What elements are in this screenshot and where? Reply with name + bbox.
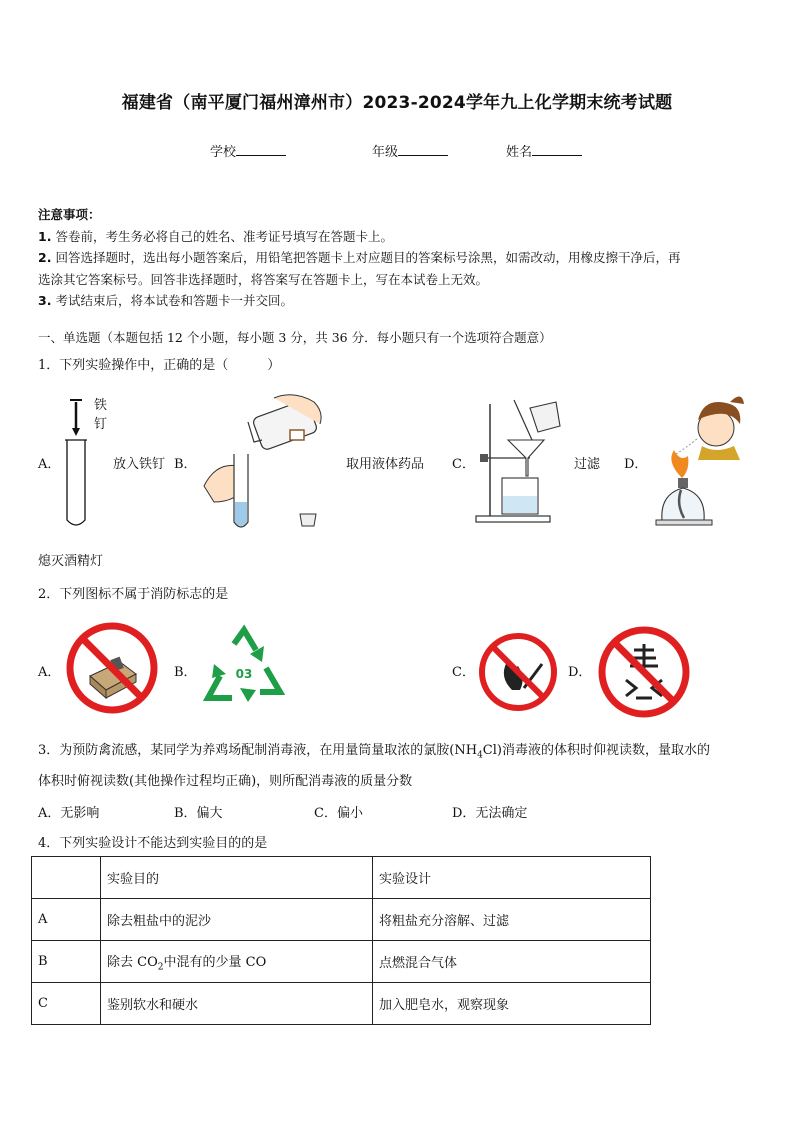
q2-option-d-letter: D． xyxy=(568,665,592,680)
nail-label: 铁 钉 xyxy=(94,398,108,432)
table-header-cell xyxy=(32,857,101,899)
table-row xyxy=(32,983,651,1025)
notice-section xyxy=(38,204,760,312)
table-row-design: 加入肥皂水，观察现象 xyxy=(373,983,651,1025)
q1-option-d-text: 熄灭酒精灯 xyxy=(38,554,104,569)
table-row xyxy=(32,899,651,941)
table-row-goal: 除去粗盐中的泥沙 xyxy=(101,899,373,941)
recycle-number-label: 03 xyxy=(235,667,253,681)
q3-stem-line2: 体积时俯视读数(其他操作过程均正确)，则所配消毒液的质量分数 xyxy=(38,774,413,789)
q2-option-a-letter: A． xyxy=(38,665,61,680)
table-row-label: A xyxy=(32,899,101,941)
q3-option-d: D．无法确定 xyxy=(452,806,528,821)
q2-stem: 2．下列图标不属于消防标志的是 xyxy=(38,587,229,602)
table-header-cell: 实验目的 xyxy=(101,857,373,899)
q3-option-b: B．偏大 xyxy=(174,806,223,821)
table-row-design: 将粗盐充分溶解、过滤 xyxy=(373,899,651,941)
q1-option-c-letter: C． xyxy=(452,457,475,472)
pour-liquid-figure xyxy=(196,390,336,538)
q1-option-a-text: 放入铁钉 xyxy=(113,457,166,472)
table-row xyxy=(32,941,651,983)
q2-option-c-letter: C． xyxy=(452,665,475,680)
notice-item-2-cont: 选涂其它答案标号。回答非选择题时，将答案写在答题卡上，写在本试卷上无效。 xyxy=(38,271,489,287)
q1-option-c-text: 过滤 xyxy=(574,457,601,472)
table-row-design: 点燃混合气体 xyxy=(373,941,651,983)
q4-table xyxy=(31,856,651,1025)
q3-option-a: A．无影响 xyxy=(38,806,100,821)
nail-test-tube-figure xyxy=(58,394,118,532)
alcohol-lamp-figure xyxy=(646,390,746,528)
table-row-goal: 鉴别软水和硬水 xyxy=(101,983,373,1025)
name-field: 姓名 xyxy=(506,141,582,160)
table-header-row xyxy=(32,857,651,899)
q3-stem-line1: 3．为预防禽流感，某同学为养鸡场配制消毒液，在用量筒量取浓的氯胺$(NH_4Cl)$消毒液的体积时仰视读数，量取水的 xyxy=(38,743,710,761)
recycle-sign-icon xyxy=(200,624,288,708)
q1-stem: 1．下列实验操作中，正确的是（ ） xyxy=(38,358,281,373)
notice-item-1: 1. 答卷前，考生务必将自己的姓名、准考证号填写在答题卡上。 xyxy=(38,228,393,244)
no-fireworks-sign-icon xyxy=(596,624,692,720)
q1-option-d-letter: D． xyxy=(624,457,648,472)
q1-option-b-text: 取用液体药品 xyxy=(346,457,425,472)
filtration-figure xyxy=(472,396,572,526)
table-row-goal: 除去 $CO_2$中混有的少量 CO xyxy=(101,941,373,983)
q1-option-a-letter: A． xyxy=(38,457,61,472)
page-title: 福建省（南平厦门福州漳州市）2023-2024学年九上化学期末统考试题 xyxy=(121,93,673,113)
no-open-flame-sign-icon xyxy=(476,630,560,714)
grade-field: 年级 xyxy=(372,141,448,160)
school-field: 学校 xyxy=(210,141,286,160)
table-row-label: C xyxy=(32,983,101,1025)
q2-option-b-letter: B． xyxy=(174,665,197,680)
q1-option-b-letter: B． xyxy=(174,457,197,472)
table-row-label: B xyxy=(32,941,101,983)
q4-stem: 4．下列实验设计不能达到实验目的的是 xyxy=(38,836,268,851)
section-heading: 一、单选题（本题包括 12 个小题，每小题 3 分，共 36 分．每小题只有一个选项符合题意） xyxy=(38,330,552,345)
table-header-cell: 实验设计 xyxy=(373,857,651,899)
notice-item-3: 3. 考试结束后，将本试卷和答题卡一并交回。 xyxy=(38,293,293,308)
q3-option-c: C．偏小 xyxy=(314,806,363,821)
no-matches-sign-icon xyxy=(64,620,160,716)
notice-item-2: 2. 回答选择题时，选出每小题答案后，用铅笔把答题卡上对应题目的答案标号涂黑，如需改动，用橡皮擦干净后，再 xyxy=(38,250,681,265)
notice-heading: 注意事项： xyxy=(38,207,101,222)
